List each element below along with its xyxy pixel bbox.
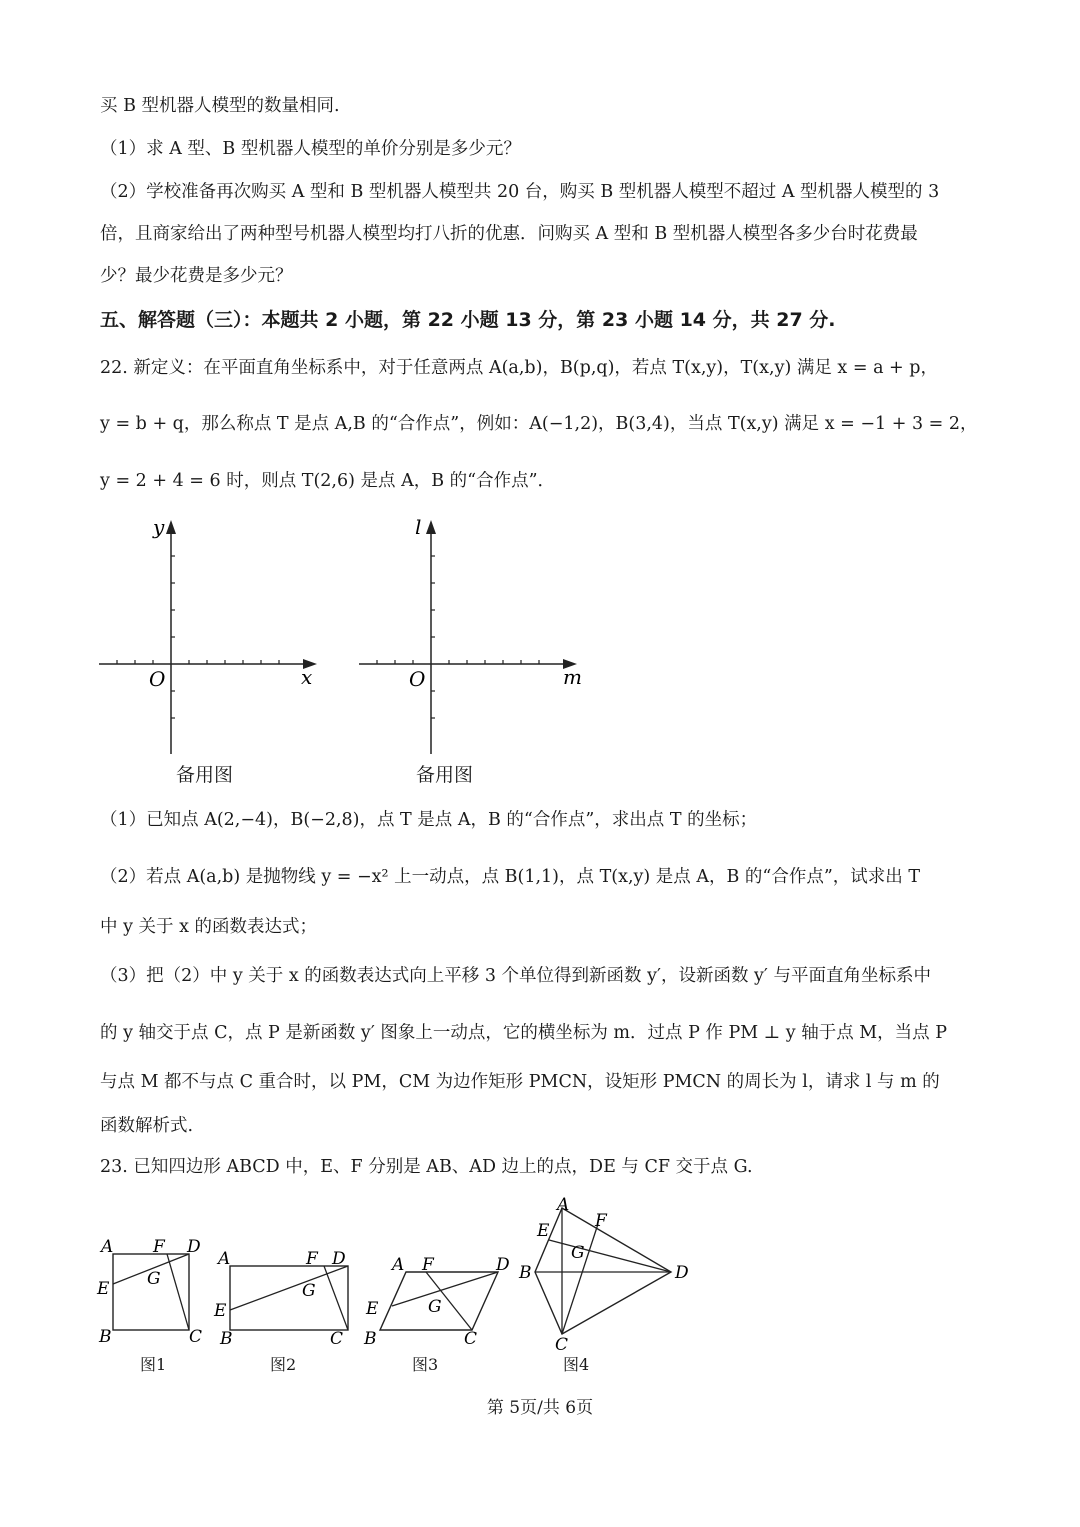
axis-label-x: x bbox=[301, 665, 313, 689]
point-G-label: G bbox=[147, 1269, 161, 1289]
point-G-label: G bbox=[302, 1281, 316, 1301]
q21-line-end: 买 B 型机器人模型的数量相同. bbox=[100, 96, 340, 116]
point-C-label: C bbox=[330, 1329, 344, 1349]
figure-1-square bbox=[95, 1232, 210, 1352]
figure-3-caption: 图3 bbox=[412, 1355, 439, 1374]
q22-part3-line2: 的 y 轴交于点 C，点 P 是新函数 y′ 图象上一动点，它的横坐标为 m．过点 P 作 PM ⊥ y 轴于点 M，当点 P bbox=[100, 1023, 948, 1043]
spare-graph-ml bbox=[355, 512, 590, 757]
q22-line1: 22. 新定义：在平面直角坐标系中，对于任意两点 A(a,b)，B(p,q)，若点 T(x,y)，T(x,y) 满足 x = a + p， bbox=[100, 358, 938, 378]
point-F-label: F bbox=[306, 1249, 318, 1269]
point-G-label: G bbox=[571, 1243, 585, 1263]
point-D-label: D bbox=[332, 1249, 346, 1269]
q22-part3-line1: （3）把（2）中 y 关于 x 的函数表达式向上平移 3 个单位得到新函数 y′，设新函数 y′ 与平面直角坐标系中 bbox=[100, 966, 931, 986]
figure-1-caption: 图1 bbox=[140, 1355, 167, 1374]
origin-label: O bbox=[149, 667, 166, 691]
graph2-caption: 备用图 bbox=[416, 764, 474, 786]
q22-line2: y = b + q，那么称点 T 是点 A,B 的“合作点”，例如：A(−1,2)，B(3,4)，当点 T(x,y) 满足 x = −1 + 3 = 2， bbox=[100, 414, 978, 434]
point-F-label: F bbox=[422, 1255, 434, 1275]
point-C-label: C bbox=[189, 1327, 203, 1347]
origin-label: O bbox=[409, 667, 426, 691]
spare-graph-xy bbox=[95, 512, 325, 757]
point-C-label: C bbox=[464, 1329, 478, 1349]
axis-label-l: l bbox=[415, 515, 422, 539]
figure-2-caption: 图2 bbox=[270, 1355, 297, 1374]
point-A-label: A bbox=[218, 1249, 231, 1269]
point-A-label: A bbox=[392, 1255, 405, 1275]
point-E-label: E bbox=[97, 1279, 110, 1299]
point-G-label: G bbox=[428, 1297, 442, 1317]
point-F-label: F bbox=[153, 1237, 165, 1257]
q22-line3: y = 2 + 4 = 6 时，则点 T(2,6) 是点 A，B 的“合作点”． bbox=[100, 471, 556, 491]
point-B-label: B bbox=[364, 1329, 377, 1349]
figure-4-quadrilateral bbox=[515, 1196, 700, 1352]
point-B-label: B bbox=[519, 1263, 532, 1283]
q22-part1: （1）已知点 A(2,−4)，B(−2,8)，点 T 是点 A，B 的“合作点”，求出点 T 的坐标； bbox=[100, 810, 758, 830]
figure-4-caption: 图4 bbox=[563, 1355, 590, 1374]
page-footer: 第 5页/共 6页 bbox=[486, 1398, 594, 1418]
point-E-label: E bbox=[366, 1299, 379, 1319]
q21-sub2-line1: （2）学校准备再次购买 A 型和 B 型机器人模型共 20 台，购买 B 型机器人模型不超过 A 型机器人模型的 3 bbox=[100, 182, 940, 202]
q21-sub2-line3: 少？最少花费是多少元？ bbox=[100, 266, 293, 286]
axis-label-y: y bbox=[153, 515, 165, 539]
section-5-header: 五、解答题（三）：本题共 2 小题，第 22 小题 13 分，第 23 小题 14 分，共 27 分. bbox=[100, 309, 836, 331]
q22-part3-line3: 与点 M 都不与点 C 重合时，以 PM，CM 为边作矩形 PMCN，设矩形 PMCN 的周长为 l，请求 l 与 m 的 bbox=[100, 1072, 940, 1092]
point-E-label: E bbox=[537, 1221, 550, 1241]
point-A-label: A bbox=[101, 1237, 114, 1257]
point-C-label: C bbox=[555, 1335, 569, 1352]
q21-sub2-line2: 倍，且商家给出了两种型号机器人模型均打八折的优惠．问购买 A 型和 B 型机器人模型各多少台时花费最 bbox=[100, 224, 918, 244]
q22-part2-line1: （2）若点 A(a,b) 是抛物线 y = −x² 上一动点，点 B(1,1)，点 T(x,y) 是点 A，B 的“合作点”，试求出 T bbox=[100, 867, 921, 887]
point-A-label: A bbox=[557, 1196, 570, 1215]
point-D-label: D bbox=[187, 1237, 201, 1257]
q21-sub1: （1）求 A 型、B 型机器人模型的单价分别是多少元？ bbox=[100, 139, 521, 159]
point-D-label: D bbox=[675, 1263, 689, 1283]
q22-part3-line4: 函数解析式. bbox=[100, 1116, 194, 1136]
point-B-label: B bbox=[99, 1327, 112, 1347]
axis-label-m: m bbox=[563, 665, 582, 689]
q22-part2-line2: 中 y 关于 x 的函数表达式； bbox=[100, 917, 318, 937]
point-D-label: D bbox=[496, 1255, 510, 1275]
graph1-caption: 备用图 bbox=[176, 764, 234, 786]
point-B-label: B bbox=[220, 1329, 233, 1349]
figure-2-rectangle bbox=[210, 1242, 360, 1352]
point-E-label: E bbox=[214, 1301, 227, 1321]
figure-3-parallelogram bbox=[360, 1250, 520, 1350]
point-F-label: F bbox=[595, 1211, 607, 1231]
q23-line1: 23. 已知四边形 ABCD 中，E、F 分别是 AB、AD 边上的点，DE 与 CF 交于点 G. bbox=[100, 1157, 753, 1177]
